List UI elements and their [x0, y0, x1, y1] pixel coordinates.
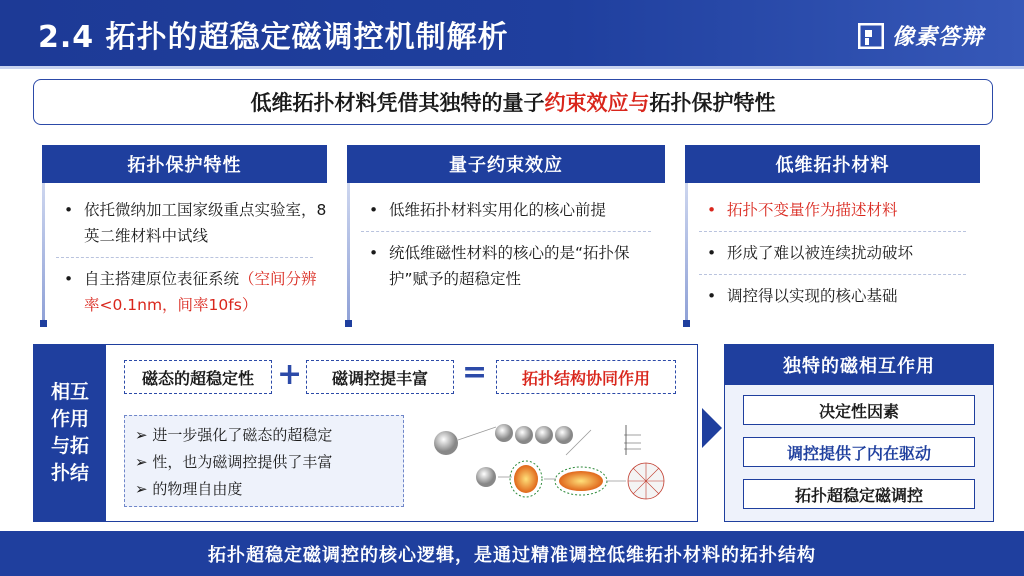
footer-summary: 拓扑超稳定磁调控的核心逻辑，是通过精准调控低维拓扑材料的拓扑结构 [0, 531, 1024, 576]
list-item [685, 283, 980, 309]
column-topological-protection [42, 145, 327, 325]
column-low-dim-materials [685, 145, 980, 325]
bullet-dot: • [707, 201, 717, 219]
item-text: 低维拓扑材料实用化的核心前提 [389, 201, 607, 219]
list-item [685, 197, 980, 223]
item-text: 拓扑不变量作为描述材料 [727, 201, 898, 219]
bullet-text: 的物理自由度 [152, 480, 243, 498]
column-title: 量子约束效应 [347, 145, 665, 183]
slide-title: 2.4 拓扑的超稳定磁调控机制解析 [38, 20, 509, 55]
plus-sign: + [277, 357, 303, 392]
stability-box: 磁态的超稳定性 [124, 360, 272, 394]
interaction-side-label [34, 345, 106, 521]
dashed-divider [56, 257, 313, 258]
list-item [347, 240, 665, 292]
pixel-p-logo-icon [858, 23, 884, 49]
item-text: 依托微纳加工国家级重点实验室，8英二维材料中试线 [84, 201, 327, 245]
arrow-bullet-icon: ➢ [135, 453, 148, 471]
item-text: 调控得以实现的核心基础 [727, 287, 898, 305]
bullet-dot: • [707, 287, 717, 305]
banner-text-start: 低维拓扑材料凭借其独特的量子 [250, 91, 545, 115]
interaction-panel [33, 344, 698, 522]
header-divider [0, 66, 1024, 69]
side-label-text: 相互作用与拓扑结 [50, 381, 89, 484]
bullet-line [135, 476, 393, 503]
list-item [347, 197, 665, 223]
column-title: 拓扑保护特性 [42, 145, 327, 183]
bullet-dot: • [64, 201, 74, 219]
arrow-bullet-icon: ➢ [135, 426, 148, 444]
chevron-right-icon [702, 408, 722, 452]
headline-banner [33, 79, 993, 125]
banner-text-highlight: 约束效应与 [544, 91, 650, 115]
skyrmion-illustration [426, 415, 686, 515]
bullet-text: 进一步强化了磁态的超稳定 [152, 426, 333, 444]
column-quantum-confinement [347, 145, 665, 325]
dashed-divider [699, 274, 966, 275]
list-item [685, 240, 980, 266]
bullet-dot: • [369, 244, 379, 262]
factor-item: 拓扑超稳定磁调控 [743, 479, 975, 509]
banner-text-end: 拓扑保护特性 [649, 91, 776, 115]
item-text: 自主搭建原位表征系统 [84, 270, 240, 288]
arrow-bullet-icon: ➢ [135, 480, 148, 498]
panel-title: 独特的磁相互作用 [725, 345, 993, 385]
column-body [685, 183, 980, 325]
item-text: 统低维磁性材料的核心的是“拓扑保护”赋予的超稳定性 [389, 244, 630, 288]
factor-item: 决定性因素 [743, 395, 975, 425]
equals-sign: = [462, 355, 488, 390]
factor-item: 调控提供了内在驱动 [743, 437, 975, 467]
header-bar [0, 0, 1024, 68]
brand-logo [858, 20, 984, 51]
dashed-divider [699, 231, 966, 232]
item-text: 形成了难以被连续扰动破坏 [727, 244, 914, 262]
dashed-divider [361, 231, 651, 232]
bullet-text: 性，也为磁调控提供了丰富 [152, 453, 333, 471]
bullet-dot: • [64, 270, 74, 288]
interaction-bullets [124, 415, 404, 507]
synergy-box: 拓扑结构协同作用 [496, 360, 676, 394]
list-item [42, 197, 327, 249]
magnetic-interaction-panel [724, 344, 994, 522]
bullet-dot: • [707, 244, 717, 262]
bullet-dot: • [369, 201, 379, 219]
list-item [42, 266, 327, 318]
column-body [42, 183, 327, 325]
column-body [347, 183, 665, 325]
item-text-highlight: （空间分辨率<0.1nm，间率10fs） [84, 270, 317, 314]
bullet-line [135, 422, 393, 449]
column-title: 低维拓扑材料 [685, 145, 980, 183]
bullet-line [135, 449, 393, 476]
logo-text: 像素答辩 [891, 25, 984, 50]
control-box: 磁调控提丰富 [306, 360, 454, 394]
